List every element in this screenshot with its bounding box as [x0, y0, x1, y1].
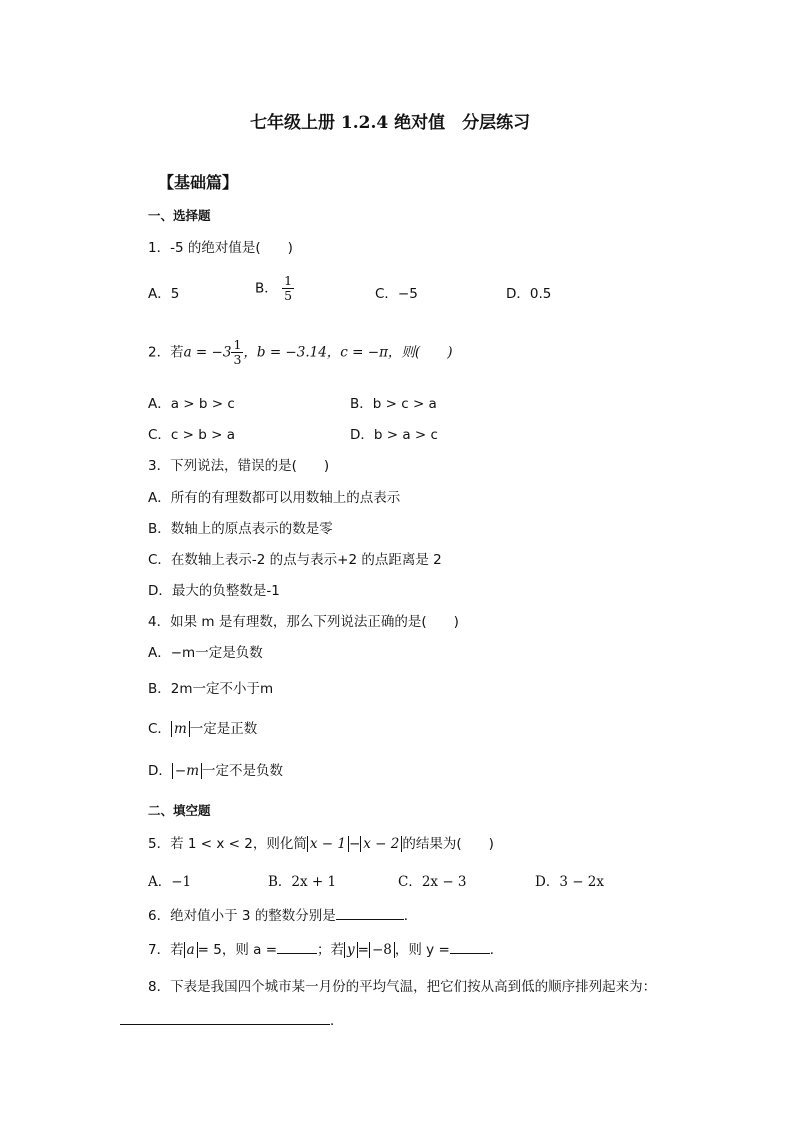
q8-answer-blank[interactable] [120, 1010, 330, 1025]
q5-minus: − [348, 836, 361, 852]
q4-option-c-text: 一定是正数 [189, 721, 258, 737]
q7-abs-neg8: −8 [369, 942, 395, 958]
question-5-stem [148, 835, 494, 853]
q1-b-numerator: 1 [284, 273, 293, 288]
q5-option-d: D．3 − 2x [535, 874, 605, 890]
question-8-answer [120, 1010, 344, 1030]
q5-suffix: 的结果为( ) [402, 836, 494, 852]
q2-option-b: B．b > c > a [350, 396, 437, 412]
q1-option-c: C．−5 [375, 286, 418, 302]
question-6 [148, 905, 417, 925]
q5-option-a: A．−1 [148, 874, 192, 890]
q5-abs-1: x − 1 [307, 836, 349, 852]
question-2-stem [148, 338, 452, 367]
q1-option-b [255, 274, 294, 303]
q5-option-c: C．2x − 3 [398, 874, 467, 890]
q7-abs-y: y [344, 942, 358, 958]
q5-prefix: 5．若 1 < x < 2，则化简 [148, 836, 307, 852]
question-7 [148, 939, 503, 959]
q6-period: ． [403, 908, 418, 924]
q2-a-expr: a = −3 [183, 344, 232, 361]
q2-prefix: 2．若 [148, 344, 184, 361]
q7-eq1: = 5，则 a = [197, 942, 278, 958]
q4-option-c-label: C． [148, 721, 171, 737]
q2-option-d: D．b > a > c [350, 427, 438, 443]
q1-option-a: A．5 [148, 286, 180, 302]
question-3-stem: 3．下列说法，错误的是( ) [148, 458, 330, 474]
q2-a-denominator: 3 [233, 352, 242, 367]
q2-rest: ，b = −3.14，c = −π，则( ) [243, 344, 453, 361]
part-heading-fill: 二、填空题 [148, 803, 211, 818]
q8-period: ． [330, 1013, 344, 1029]
q7-answer-blank-a[interactable] [277, 939, 317, 954]
q2-a-fraction [231, 338, 243, 367]
question-8-stem: 8．下表是我国四个城市某一月份的平均气温，把它们按从高到低的顺序排列起来为： [148, 979, 657, 995]
q7-eq2: = [357, 942, 369, 958]
q4-option-d [148, 762, 283, 780]
q4-option-d-text: 一定不是负数 [202, 763, 284, 779]
part-heading-choice: 一、选择题 [148, 208, 211, 223]
question-1-stem: 1．-5 的绝对值是( ) [148, 240, 293, 256]
q7-period: ． [489, 942, 504, 958]
q6-stem: 6．绝对值小于 3 的整数分别是 [148, 908, 336, 924]
q4-option-b: B．2m一定不小于m [148, 681, 274, 697]
q1-option-b-label: B． [255, 280, 278, 297]
q3-option-c: C．在数轴上表示-2 的点与表示+2 的点距离是 2 [148, 552, 442, 568]
q1-option-b-fraction [282, 274, 294, 303]
q7-prefix: 7．若 [148, 942, 184, 958]
question-4-stem: 4．如果 m 是有理数，那么下列说法正确的是( ) [148, 614, 459, 630]
page-title: 七年级上册 1.2.4 绝对值 分层练习 [250, 113, 531, 133]
q7-semicolon: ；若 [317, 942, 345, 958]
q6-answer-blank[interactable] [336, 905, 404, 920]
q4-option-d-abs: −m [172, 763, 202, 779]
q4-option-d-label: D． [148, 763, 172, 779]
q7-abs-a: a [184, 942, 198, 958]
q4-option-a: A．−m一定是负数 [148, 645, 263, 661]
q4-option-c [148, 720, 257, 738]
q5-abs-2: x − 2 [360, 836, 402, 852]
section-heading: 【基础篇】 [158, 173, 239, 192]
q5-option-b: B．2x + 1 [268, 874, 337, 890]
q1-b-denominator: 5 [284, 288, 293, 303]
q1-option-d: D．0.5 [506, 286, 552, 302]
q2-option-a: A．a > b > c [148, 396, 235, 412]
q3-option-a: A．所有的有理数都可以用数轴上的点表示 [148, 490, 401, 506]
q3-option-d: D．最大的负整数是-1 [148, 583, 280, 599]
q2-option-c: C．c > b > a [148, 427, 235, 443]
q7-answer-blank-y[interactable] [450, 939, 490, 954]
q4-option-c-abs: m [171, 721, 190, 737]
q3-option-b: B．数轴上的原点表示的数是零 [148, 521, 333, 537]
q2-a-numerator: 1 [233, 337, 242, 352]
q7-eq3: ，则 y = [394, 942, 450, 958]
